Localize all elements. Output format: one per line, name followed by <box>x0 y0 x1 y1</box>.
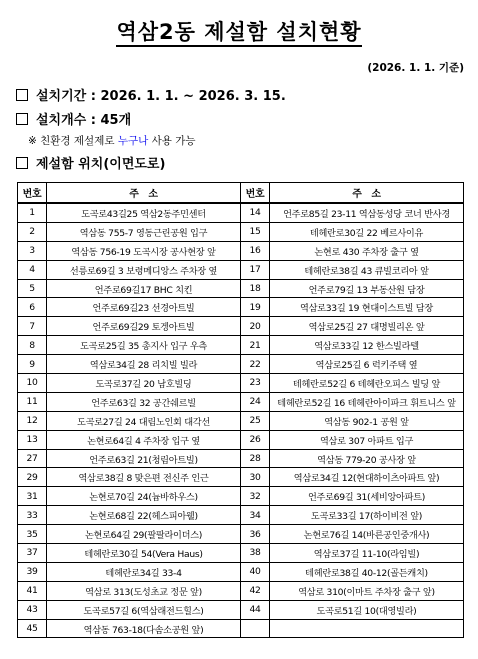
row-address: 역삼동 756-19 도곡시장 공사현장 앞 <box>47 241 241 260</box>
row-address: 테헤란로52길 16 테헤란아이파크 휘트니스 앞 <box>270 392 464 411</box>
row-address: 도곡로57길 6(역삼래전드힐스) <box>47 600 241 619</box>
row-address: 도곡로25길 35 총지사 입구 우측 <box>47 336 241 355</box>
table-row <box>18 449 464 468</box>
row-number: 31 <box>18 487 47 506</box>
table-row <box>18 581 464 600</box>
row-number: 10 <box>18 374 47 393</box>
install-count-value: 45개 <box>100 113 132 128</box>
row-address: 역삼로25길 6 럭키주택 옆 <box>270 355 464 374</box>
row-address: 도곡로33길 17(하이비전 앞) <box>270 506 464 525</box>
row-address: 도곡로27길 24 대림노인회 대각선 <box>47 411 241 430</box>
table-row <box>18 392 464 411</box>
row-number: 7 <box>18 317 47 336</box>
table-row <box>18 525 464 544</box>
row-number: 23 <box>241 374 270 393</box>
row-address: 테헤란로52길 6 테헤란오피스 빌딩 앞 <box>270 374 464 393</box>
row-number: 9 <box>18 355 47 374</box>
row-number: 42 <box>241 581 270 600</box>
row-number: 30 <box>241 468 270 487</box>
row-address: 역삼동 902-1 공원 앞 <box>270 411 464 430</box>
row-address: 언주로85길 23-11 역삼동성당 코너 반사경 <box>270 203 464 222</box>
row-number: 16 <box>241 241 270 260</box>
row-number: 20 <box>241 317 270 336</box>
row-number: 22 <box>241 355 270 374</box>
row-number: 19 <box>241 298 270 317</box>
row-address: 도곡로51길 10(대영빌라) <box>270 600 464 619</box>
row-address: 논현로76길 14(바른공인중개사) <box>270 525 464 544</box>
header-number: 번호 <box>241 183 270 204</box>
table-header <box>18 183 464 204</box>
row-number: 34 <box>241 506 270 525</box>
location-label: 제설함 위치(이면도로) <box>36 157 166 172</box>
table-row <box>18 241 464 260</box>
install-period-value: 2026. 1. 1. ~ 2026. 3. 15. <box>100 89 286 104</box>
row-address: 역삼동 755-7 영동근린공원 입구 <box>47 222 241 241</box>
row-address: 언주로79길 13 부동산원 담장 <box>270 279 464 298</box>
row-address: 역삼로34길 28 리치빌 빌라 <box>47 355 241 374</box>
row-address: 언주로69길23 선경아트빌 <box>47 298 241 317</box>
table-row <box>18 468 464 487</box>
location-table <box>17 182 464 638</box>
row-address: 역삼동 779-20 공사장 앞 <box>270 449 464 468</box>
row-number: 6 <box>18 298 47 317</box>
row-address: 역삼로 313(도성초교 정문 앞) <box>47 581 241 600</box>
row-number: 4 <box>18 260 47 279</box>
table-row <box>18 487 464 506</box>
row-number: 11 <box>18 392 47 411</box>
table-row <box>18 430 464 449</box>
row-address: 논현로64길 29(팔팔라이더스) <box>47 525 241 544</box>
row-number: 15 <box>241 222 270 241</box>
row-address: 역삼로38길 8 맞은편 전신주 인근 <box>47 468 241 487</box>
table-row <box>18 260 464 279</box>
row-number: 26 <box>241 430 270 449</box>
row-number: 38 <box>241 544 270 563</box>
header-number: 번호 <box>18 183 47 204</box>
row-number: 39 <box>18 562 47 581</box>
page-title: 역삼2동 제설함 설치현황 <box>0 16 478 46</box>
table-row <box>18 411 464 430</box>
row-address <box>270 619 464 638</box>
table-row <box>18 600 464 619</box>
row-address: 역삼동 763-18(다솜소공원 앞) <box>47 619 241 638</box>
row-number: 41 <box>18 581 47 600</box>
row-number: 12 <box>18 411 47 430</box>
row-number: 1 <box>18 203 47 222</box>
row-address: 역삼로25길 27 대명빌리온 앞 <box>270 317 464 336</box>
row-address: 논현로 430 주차장 출구 옆 <box>270 241 464 260</box>
row-address: 역삼로34길 12(현대하이츠아파트 앞) <box>270 468 464 487</box>
row-number: 21 <box>241 336 270 355</box>
row-address: 도곡로43길25 역삼2동주민센터 <box>47 203 241 222</box>
row-number: 8 <box>18 336 47 355</box>
table-row <box>18 544 464 563</box>
table-row <box>18 619 464 638</box>
row-address: 테헤란로34길 33-4 <box>47 562 241 581</box>
note-highlight: 누구나 <box>117 135 149 147</box>
row-address: 테헤란로30길 22 베르사이유 <box>270 222 464 241</box>
row-number: 28 <box>241 449 270 468</box>
table-row <box>18 374 464 393</box>
row-address: 언주로63길 21(청림아트빌) <box>47 449 241 468</box>
checkbox-icon <box>16 89 28 101</box>
row-address: 테헤란로38길 40-12(골든캐치) <box>270 562 464 581</box>
reference-date: (2026. 1. 1. 기준) <box>367 62 464 74</box>
row-number: 35 <box>18 525 47 544</box>
header-address: 주 소 <box>47 183 241 204</box>
row-number: 37 <box>18 544 47 563</box>
row-number: 45 <box>18 619 47 638</box>
row-number: 27 <box>18 449 47 468</box>
row-address: 언주로69길29 토겡아트빌 <box>47 317 241 336</box>
row-number: 40 <box>241 562 270 581</box>
row-address: 역삼로37길 11-10(라임빌) <box>270 544 464 563</box>
row-number <box>241 619 270 638</box>
row-number: 36 <box>241 525 270 544</box>
usage-note: ※ 친환경 제설제로 누구나 사용 가능 <box>28 135 196 147</box>
row-number: 24 <box>241 392 270 411</box>
row-number: 2 <box>18 222 47 241</box>
install-count <box>16 109 131 128</box>
row-number: 14 <box>241 203 270 222</box>
row-number: 13 <box>18 430 47 449</box>
install-period <box>16 85 286 104</box>
row-number: 3 <box>18 241 47 260</box>
row-address: 논현로64길 4 주차장 입구 옆 <box>47 430 241 449</box>
install-count-label: 설치개수 : <box>36 113 101 128</box>
row-number: 5 <box>18 279 47 298</box>
row-address: 역삼로 310(이마트 주차장 출구 앞) <box>270 581 464 600</box>
row-address: 논현로70길 24(늄바하우스) <box>47 487 241 506</box>
row-number: 18 <box>241 279 270 298</box>
row-address: 언주로69길17 BHC 치킨 <box>47 279 241 298</box>
table-row <box>18 203 464 222</box>
table-row <box>18 562 464 581</box>
row-address: 언주로63길 32 공간쉐르빌 <box>47 392 241 411</box>
row-number: 25 <box>241 411 270 430</box>
header-address: 주 소 <box>270 183 464 204</box>
row-address: 역삼로33길 12 한스빌라텔 <box>270 336 464 355</box>
install-period-label: 설치기간 : <box>36 89 101 104</box>
location-heading <box>16 153 165 172</box>
row-address: 테헤란로38길 43 큐빌코리아 앞 <box>270 260 464 279</box>
table-row <box>18 298 464 317</box>
table-row <box>18 279 464 298</box>
checkbox-icon <box>16 157 28 169</box>
table-row <box>18 317 464 336</box>
table-row <box>18 506 464 525</box>
table-row <box>18 336 464 355</box>
row-address: 역삼로 307 아파트 입구 <box>270 430 464 449</box>
row-number: 17 <box>241 260 270 279</box>
row-number: 44 <box>241 600 270 619</box>
row-address: 언주로69길 31(세비앙아파트) <box>270 487 464 506</box>
row-number: 33 <box>18 506 47 525</box>
row-address: 도곡로37길 20 남호빌딩 <box>47 374 241 393</box>
row-number: 43 <box>18 600 47 619</box>
row-address: 논현로68길 22(헤스피아웰) <box>47 506 241 525</box>
row-address: 선릉로69길 3 보령메디앙스 주차장 옆 <box>47 260 241 279</box>
row-address: 테헤란로30길 54(Vera Haus) <box>47 544 241 563</box>
row-address: 역삼로33길 19 현대이스트빌 담장 <box>270 298 464 317</box>
table-row <box>18 222 464 241</box>
row-number: 29 <box>18 468 47 487</box>
table-row <box>18 355 464 374</box>
checkbox-icon <box>16 113 28 125</box>
row-number: 32 <box>241 487 270 506</box>
